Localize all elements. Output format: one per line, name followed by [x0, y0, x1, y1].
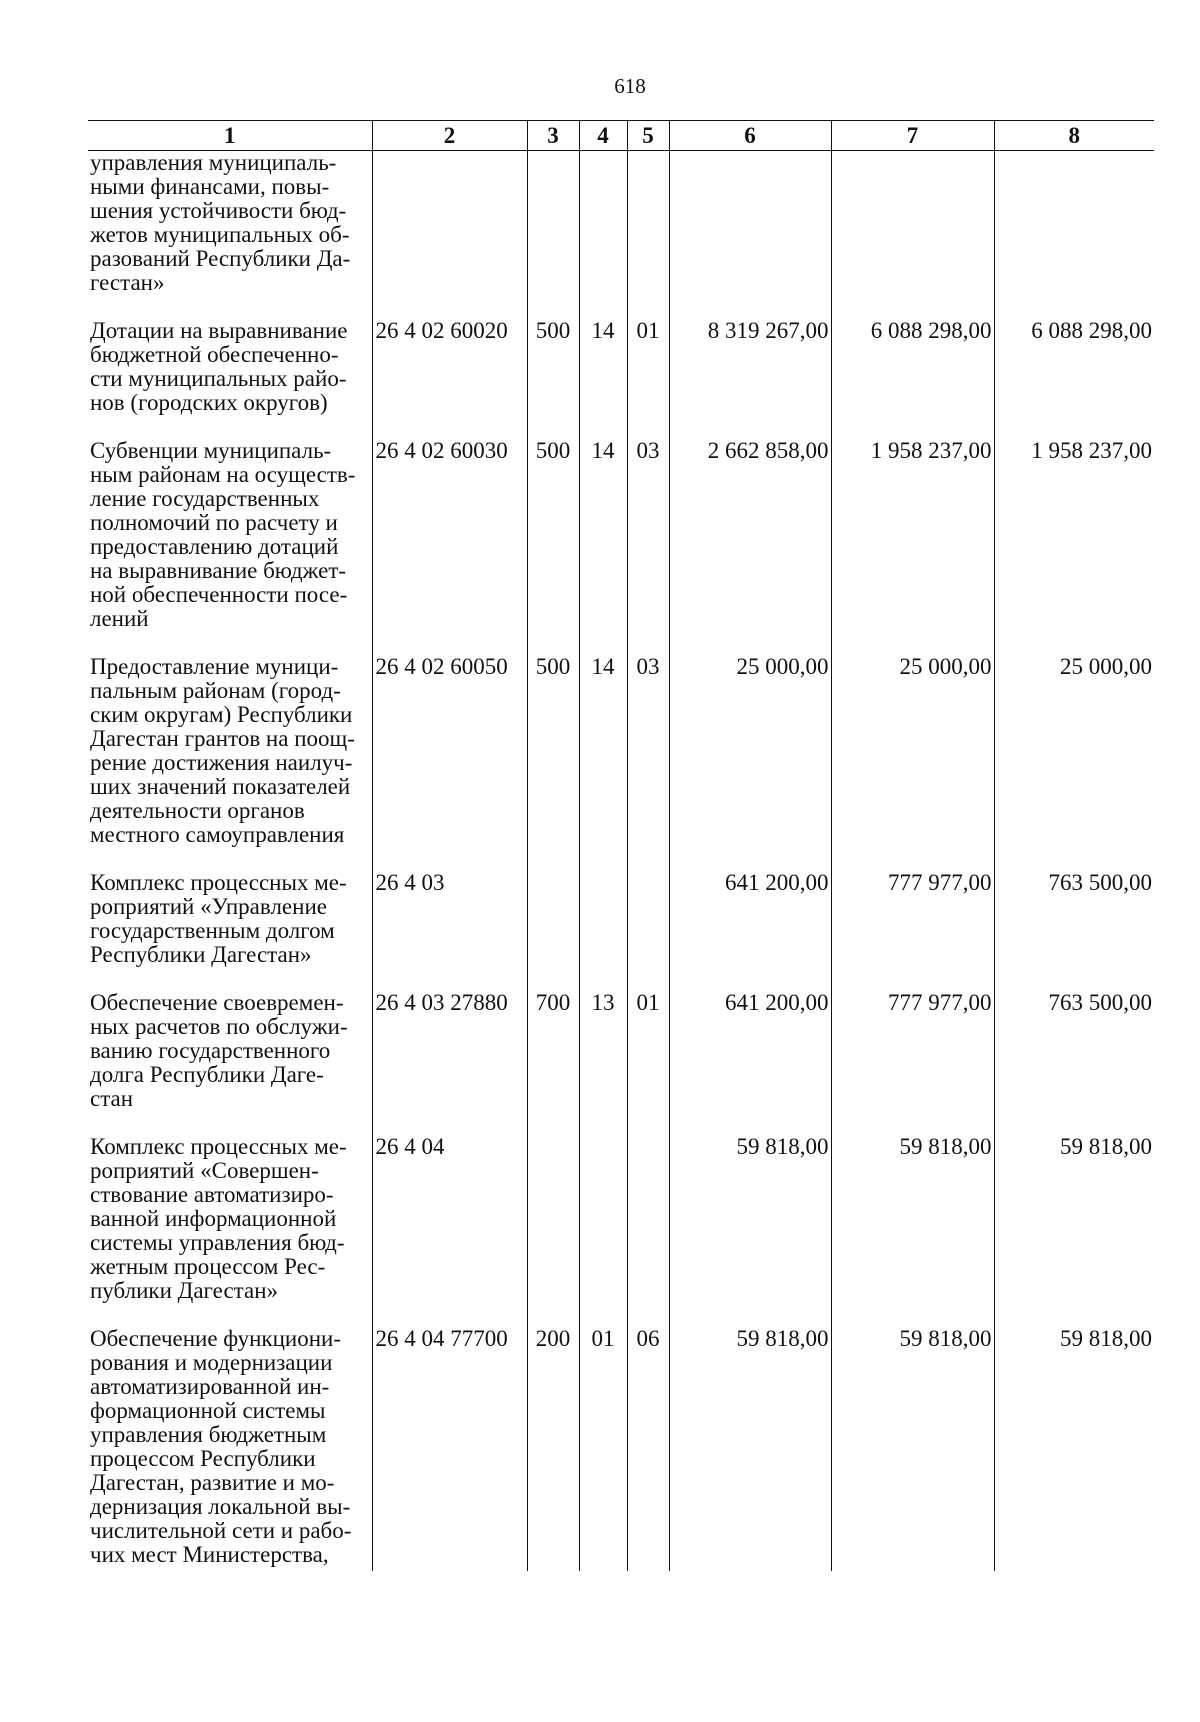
table-row [88, 871, 1154, 967]
spacer-cell [372, 295, 527, 319]
item-name-line: Предоставление муници- [90, 654, 339, 679]
spacer-cell [527, 1111, 579, 1135]
row-spacer [88, 967, 1154, 991]
expense-type-cell [527, 871, 579, 967]
spacer-cell [372, 847, 527, 871]
expense-type-cell: 500 [527, 655, 579, 847]
budget-code-cell: 26 4 04 77700 [372, 1327, 527, 1567]
spacer-cell [627, 847, 669, 871]
spacer-cell [372, 967, 527, 991]
amount-col6-cell: 59 818,00 [669, 1135, 831, 1303]
item-name-line: сти муниципальных райо- [90, 366, 347, 391]
budget-code-cell: 26 4 04 [372, 1135, 527, 1303]
spacer-cell [994, 967, 1154, 991]
amount-col6-cell: 2 662 858,00 [669, 439, 831, 631]
spacer-cell [579, 295, 627, 319]
spacer-cell [627, 295, 669, 319]
spacer-cell [627, 1567, 669, 1571]
spacer-cell [994, 847, 1154, 871]
budget-code-cell [372, 151, 527, 296]
item-name-line: жетов муниципальных об- [90, 222, 350, 247]
table-end-spacer [88, 1567, 1154, 1571]
header-col-3: 3 [527, 121, 579, 151]
table-body [88, 151, 1154, 1572]
amount-col8-cell: 59 818,00 [994, 1135, 1154, 1303]
section-cell: 14 [579, 439, 627, 631]
spacer-cell [372, 631, 527, 655]
item-name-line: системы управления бюд- [90, 1230, 345, 1255]
section-cell: 01 [579, 1327, 627, 1567]
spacer-cell [669, 1303, 831, 1327]
amount-col7-cell: 25 000,00 [831, 655, 994, 847]
item-name-line: деятельности органов [90, 798, 305, 823]
section-cell [579, 1135, 627, 1303]
header-col-6: 6 [669, 121, 831, 151]
item-name-line: бюджетной обеспеченно- [90, 342, 339, 367]
spacer-cell [88, 1111, 372, 1135]
item-name-line: чих мест Министерства, [90, 1542, 329, 1567]
subsection-cell: 06 [627, 1327, 669, 1567]
spacer-cell [372, 415, 527, 439]
table-row [88, 151, 1154, 296]
section-cell: 14 [579, 319, 627, 415]
subsection-cell [627, 151, 669, 296]
item-name-cell [88, 655, 372, 847]
item-name-cell [88, 439, 372, 631]
item-name-cell [88, 871, 372, 967]
item-name-cell [88, 1135, 372, 1303]
item-name-line: лений [90, 606, 149, 631]
item-name-line: государственным долгом [90, 918, 335, 943]
header-col-8: 8 [994, 121, 1154, 151]
spacer-cell [627, 1111, 669, 1135]
spacer-cell [831, 1567, 994, 1571]
subsection-cell: 03 [627, 655, 669, 847]
item-name-line: автоматизированной ин- [90, 1374, 330, 1399]
expense-type-cell [527, 151, 579, 296]
item-name-line: ским округам) Республики [90, 702, 353, 727]
header-col-7: 7 [831, 121, 994, 151]
expense-type-cell [527, 1135, 579, 1303]
spacer-cell [372, 1567, 527, 1571]
expense-type-cell: 200 [527, 1327, 579, 1567]
row-spacer [88, 847, 1154, 871]
item-name-line: Субвенции муниципаль- [90, 438, 332, 463]
item-name-line: рования и модернизации [90, 1350, 333, 1375]
header-col-2: 2 [372, 121, 527, 151]
spacer-cell [669, 631, 831, 655]
spacer-cell [669, 415, 831, 439]
amount-col7-cell: 777 977,00 [831, 871, 994, 967]
table-row [88, 655, 1154, 847]
amount-col8-cell: 763 500,00 [994, 871, 1154, 967]
budget-code-cell: 26 4 02 60050 [372, 655, 527, 847]
spacer-cell [669, 1111, 831, 1135]
item-name-line: пальным районам (город- [90, 678, 341, 703]
row-spacer [88, 1303, 1154, 1327]
item-name-line: ным районам на осуществ- [90, 462, 356, 487]
header-col-1: 1 [88, 121, 372, 151]
table-row [88, 1135, 1154, 1303]
amount-col7-cell [831, 151, 994, 296]
subsection-cell: 01 [627, 319, 669, 415]
spacer-cell [527, 1567, 579, 1571]
table-row [88, 991, 1154, 1111]
spacer-cell [527, 847, 579, 871]
table-row [88, 319, 1154, 415]
table-row [88, 1327, 1154, 1567]
spacer-cell [831, 1303, 994, 1327]
item-name-line: жетным процессом Рес- [90, 1254, 326, 1279]
item-name-line: гестан» [90, 270, 165, 295]
spacer-cell [527, 967, 579, 991]
spacer-cell [579, 1111, 627, 1135]
section-cell [579, 871, 627, 967]
spacer-cell [831, 847, 994, 871]
spacer-cell [831, 415, 994, 439]
expense-type-cell: 500 [527, 319, 579, 415]
item-name-line: Дагестан грантов на поощ- [90, 726, 355, 751]
item-name-line: рение достижения наилуч- [90, 750, 353, 775]
amount-col6-cell: 641 200,00 [669, 991, 831, 1111]
amount-col7-cell: 777 977,00 [831, 991, 994, 1111]
item-name-line: ствование автоматизиро- [90, 1182, 334, 1207]
item-name-cell [88, 991, 372, 1111]
spacer-cell [88, 1567, 372, 1571]
item-name-line: ление государственных [90, 486, 320, 511]
item-name-cell [88, 1327, 372, 1567]
spacer-cell [831, 967, 994, 991]
amount-col6-cell: 641 200,00 [669, 871, 831, 967]
amount-col6-cell: 59 818,00 [669, 1327, 831, 1567]
amount-col7-cell: 59 818,00 [831, 1327, 994, 1567]
spacer-cell [669, 847, 831, 871]
item-name-line: шения устойчивости бюд- [90, 198, 347, 223]
item-name-cell [88, 319, 372, 415]
item-name-line: ных расчетов по обслужи- [90, 1014, 348, 1039]
expense-type-cell: 700 [527, 991, 579, 1111]
spacer-cell [88, 967, 372, 991]
spacer-cell [994, 415, 1154, 439]
amount-col8-cell: 59 818,00 [994, 1327, 1154, 1567]
spacer-cell [627, 967, 669, 991]
budget-code-cell: 26 4 02 60020 [372, 319, 527, 415]
item-name-line: ными финансами, повы- [90, 174, 330, 199]
item-name-cell [88, 151, 372, 296]
item-name-line: роприятий «Управление [90, 894, 327, 919]
item-name-line: на выравнивание бюджет- [90, 558, 347, 583]
item-name-line: разований Республики Да- [90, 246, 351, 271]
item-name-line: ной обеспеченности посе- [90, 582, 348, 607]
row-spacer [88, 295, 1154, 319]
spacer-cell [88, 415, 372, 439]
item-name-line: управления бюджетным [90, 1422, 327, 1447]
spacer-cell [831, 1111, 994, 1135]
page-number: 618 [614, 74, 646, 98]
budget-table [88, 120, 1154, 1571]
spacer-cell [579, 415, 627, 439]
item-name-line: предоставлению дотаций [90, 534, 339, 559]
section-cell: 14 [579, 655, 627, 847]
spacer-cell [527, 295, 579, 319]
spacer-cell [627, 631, 669, 655]
item-name-line: Комплекс процессных ме- [90, 870, 347, 895]
spacer-cell [669, 967, 831, 991]
spacer-cell [88, 631, 372, 655]
spacer-cell [579, 967, 627, 991]
spacer-cell [994, 1567, 1154, 1571]
spacer-cell [994, 1111, 1154, 1135]
spacer-cell [994, 631, 1154, 655]
section-cell: 13 [579, 991, 627, 1111]
item-name-line: долга Республики Даге- [90, 1062, 324, 1087]
amount-col8-cell: 763 500,00 [994, 991, 1154, 1111]
spacer-cell [994, 295, 1154, 319]
row-spacer [88, 631, 1154, 655]
amount-col8-cell [994, 151, 1154, 296]
amount-col6-cell: 8 319 267,00 [669, 319, 831, 415]
row-spacer [88, 1111, 1154, 1135]
spacer-cell [994, 1303, 1154, 1327]
item-name-line: числительной сети и рабо- [90, 1518, 352, 1543]
item-name-line: местного самоуправления [90, 822, 345, 847]
item-name-line: Обеспечение функциони- [90, 1326, 342, 1351]
amount-col8-cell: 25 000,00 [994, 655, 1154, 847]
item-name-line: нов (городских округов) [90, 390, 328, 415]
spacer-cell [527, 1303, 579, 1327]
header-col-4: 4 [579, 121, 627, 151]
amount-col8-cell: 6 088 298,00 [994, 319, 1154, 415]
header-col-5: 5 [627, 121, 669, 151]
row-spacer [88, 415, 1154, 439]
item-name-line: формационной системы [90, 1398, 326, 1423]
spacer-cell [579, 631, 627, 655]
item-name-line: полномочий по расчету и [90, 510, 338, 535]
item-name-line: Комплекс процессных ме- [90, 1134, 347, 1159]
spacer-cell [372, 1111, 527, 1135]
amount-col6-cell: 25 000,00 [669, 655, 831, 847]
item-name-line: Обеспечение своевремен- [90, 990, 344, 1015]
spacer-cell [527, 415, 579, 439]
spacer-cell [627, 415, 669, 439]
spacer-cell [669, 1567, 831, 1571]
budget-code-cell: 26 4 02 60030 [372, 439, 527, 631]
spacer-cell [579, 847, 627, 871]
subsection-cell [627, 871, 669, 967]
item-name-line: дернизация локальной вы- [90, 1494, 351, 1519]
amount-col7-cell: 6 088 298,00 [831, 319, 994, 415]
amount-col7-cell: 59 818,00 [831, 1135, 994, 1303]
item-name-line: ших значений показателей [90, 774, 351, 799]
item-name-line: управления муниципаль- [90, 150, 337, 175]
spacer-cell [669, 295, 831, 319]
spacer-cell [88, 295, 372, 319]
item-name-line: Республики Дагестан» [90, 942, 312, 967]
header-row [88, 121, 1154, 151]
section-cell [579, 151, 627, 296]
item-name-line: Дотации на выравнивание [90, 318, 348, 343]
item-name-line: процессом Республики [90, 1446, 316, 1471]
table-row [88, 439, 1154, 631]
budget-code-cell: 26 4 03 [372, 871, 527, 967]
budget-code-cell: 26 4 03 27880 [372, 991, 527, 1111]
spacer-cell [88, 847, 372, 871]
spacer-cell [88, 1303, 372, 1327]
spacer-cell [579, 1567, 627, 1571]
spacer-cell [372, 1303, 527, 1327]
item-name-line: публики Дагестан» [90, 1278, 279, 1303]
spacer-cell [831, 295, 994, 319]
item-name-line: роприятий «Совершен- [90, 1158, 319, 1183]
subsection-cell: 03 [627, 439, 669, 631]
item-name-line: стан [90, 1086, 134, 1111]
item-name-line: ванной информационной [90, 1206, 337, 1231]
amount-col8-cell: 1 958 237,00 [994, 439, 1154, 631]
subsection-cell: 01 [627, 991, 669, 1111]
spacer-cell [527, 631, 579, 655]
item-name-line: ванию государственного [90, 1038, 331, 1063]
expense-type-cell: 500 [527, 439, 579, 631]
item-name-line: Дагестан, развитие и мо- [90, 1470, 335, 1495]
amount-col6-cell [669, 151, 831, 296]
spacer-cell [831, 631, 994, 655]
spacer-cell [579, 1303, 627, 1327]
amount-col7-cell: 1 958 237,00 [831, 439, 994, 631]
spacer-cell [627, 1303, 669, 1327]
subsection-cell [627, 1135, 669, 1303]
